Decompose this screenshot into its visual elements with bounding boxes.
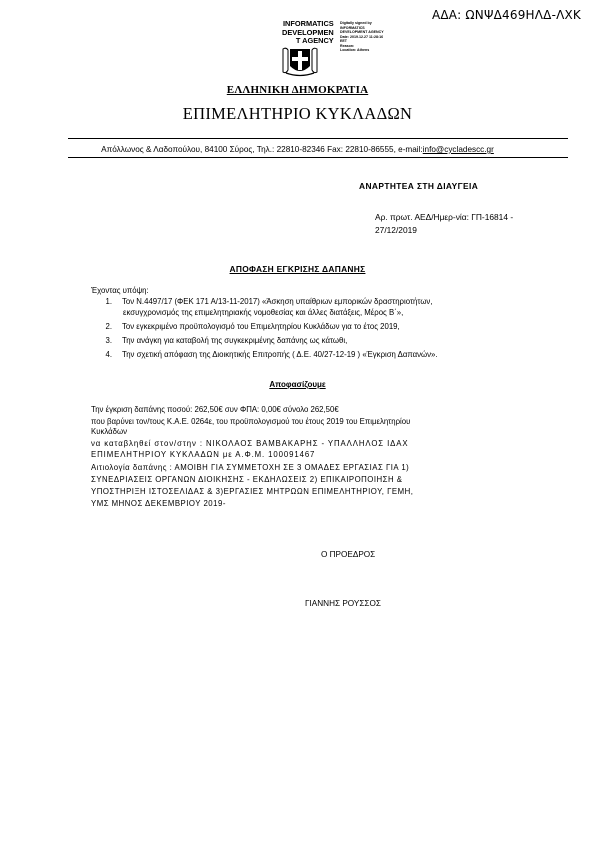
stamp-detail: Digitally signed by xyxy=(340,21,372,25)
stamp-line: T AGENCY xyxy=(295,36,334,46)
signature-name: ΓΙΑΝΝΗΣ ΡΟΥΣΣΟΣ xyxy=(305,599,381,608)
digital-signature-stamp xyxy=(282,20,334,46)
approval-line: που βαρύνει τον/τους Κ.Α.Ε. 0264ε, του προϋπολογισμού του έτους 2019 του Επιμελητηρίου xyxy=(91,417,411,426)
stamp-detail: EET xyxy=(340,39,347,43)
email-link[interactable]: info@cycladescc.gr xyxy=(422,145,494,154)
list-item xyxy=(98,296,433,307)
header-divider xyxy=(68,138,568,139)
list-item-number: 4. xyxy=(105,350,112,359)
list-item-continuation: εκσυγχρονισμός της επιμελητηριακής νομοθεσίας και άλλες διατάξεις, Μέρος Β΄», xyxy=(123,308,404,317)
approval-line: ΣΥΝΕΔΡΙΑΣΕΙΣ ΟΡΓΑΝΩΝ ΔΙΟΙΚΗΣΗΣ - ΕΚΔΗΛΩΣΕΙΣ 2) ΕΠΙΚΑΙΡΟΠΟΙΗΣΗ & xyxy=(91,475,403,484)
list-item-text: Τον Ν.4497/17 (ΦΕΚ 171 Α/13-11-2017) «Άσκηση υπαίθριων εμπορικών δραστηριοτήτων, xyxy=(122,297,433,306)
stamp-detail: INFORMATICS xyxy=(340,25,365,30)
list-item xyxy=(98,335,347,346)
ada-code: ΑΔΑ: ΩΝΨΔ469ΗΛΔ-ΛΧΚ xyxy=(431,8,581,22)
stamp-detail: DEVELOPMENT AGENCY xyxy=(340,30,384,34)
list-item-text: Την σχετική απόφαση της Διοικητικής Επιτροπής ( Δ.Ε. 40/27-12-19 ) «Έγκριση Δαπανών». xyxy=(122,350,438,359)
list-item-text: Την ανάγκη για καταβολή της συγκεκριμένης δαπάνης ως κάτωθι, xyxy=(122,336,348,345)
stamp-detail: Date: 2019.12.27 11:28:16 xyxy=(340,34,384,39)
protocol-number: Αρ. πρωτ. ΑΕΔ/Ημερ-νία: ΓΠ-16814 - 27/12/2019 xyxy=(375,212,514,235)
approval-line: Αιτιολογία δαπάνης : ΑΜΟΙΒΗ ΓΙΑ ΣΥΜΜΕΤΟΧΗ ΣΕ 3 ΟΜΑΔΕΣ ΕΡΓΑΣΙΑΣ ΓΙΑ 1) xyxy=(91,463,410,472)
approval-line: Την έγκριση δαπάνης ποσού: 262,50€ συν ΦΠΑ: 0,00€ σύνολο 262,50€ xyxy=(91,405,339,414)
approval-line: ΥΠΟΣΤΗΡΙΞΗ ΙΣΤΟΣΕΛΙΔΑΣ & 3)ΕΡΓΑΣΙΕΣ ΜΗΤΡΩΩΝ ΕΠΙΜΕΛΗΤΗΡΙΟΥ, ΓΕΜΗ, xyxy=(91,487,414,496)
address-divider xyxy=(68,157,568,158)
whereas-label: Έχοντας υπόψη: xyxy=(91,286,149,295)
approval-line: Κυκλάδων xyxy=(91,427,127,436)
stamp-detail: Location: Athens xyxy=(340,48,370,52)
greek-emblem-icon xyxy=(280,46,320,77)
stamp-line: INFORMATICS xyxy=(282,19,334,28)
chamber-title: ΕΠΙΜΕΛΗΤΗΡΙΟ ΚΥΚΛΑΔΩΝ xyxy=(182,104,413,123)
list-item-number: 2. xyxy=(105,322,112,331)
list-item-number: 1. xyxy=(105,297,112,306)
publish-note: ΑΝΑΡΤΗΤΕΑ ΣΤΗ ΔΙΑΥΓΕΙΑ xyxy=(359,181,479,191)
decision-title: ΑΠΟΦΑΣΗ ΕΓΚΡΙΣΗΣ ΔΑΠΑΝΗΣ xyxy=(229,264,366,274)
state-heading: ΕΛΛΗΝΙΚΗ ΔΗΜΟΚΡΑΤΙΑ xyxy=(226,84,369,96)
address-text: Απόλλωνος & Λαδοπούλου, 84100 Σύρος, Τηλ.: 22810-82346 Fax: 22810-86555, e-mail: xyxy=(101,145,423,154)
address-line xyxy=(0,145,595,154)
approval-line: να καταβληθεί στον/στην : ΝΙΚΟΛΑΟΣ ΒΑΜΒΑΚΑΡΗΣ - ΥΠΑΛΛΗΛΟΣ ΙΔΑΧ xyxy=(91,439,409,448)
list-item-number: 3. xyxy=(105,336,112,345)
stamp-detail: Reason: xyxy=(340,43,355,48)
decide-heading: Αποφασίζουμε xyxy=(269,380,326,389)
stamp-line: DEVELOPMEN xyxy=(282,27,334,37)
list-item xyxy=(98,349,438,360)
list-item xyxy=(98,321,400,332)
list-item-text: Τον εγκεκριμένο προϋπολογισμό του Επιμελητηρίου Κυκλάδων για το έτος 2019, xyxy=(122,322,400,331)
signature-role: Ο ΠΡΟΕΔΡΟΣ xyxy=(321,550,376,559)
approval-line: ΕΠΙΜΕΛΗΤΗΡΙΟΥ ΚΥΚΛΑΔΩΝ με Α.Φ.Μ. 100091467 xyxy=(91,450,316,459)
approval-line: ΥΜΣ ΜΗΝΟΣ ΔΕΚΕΜΒΡΙΟΥ 2019- xyxy=(91,499,226,508)
digital-signature-details xyxy=(340,21,384,53)
